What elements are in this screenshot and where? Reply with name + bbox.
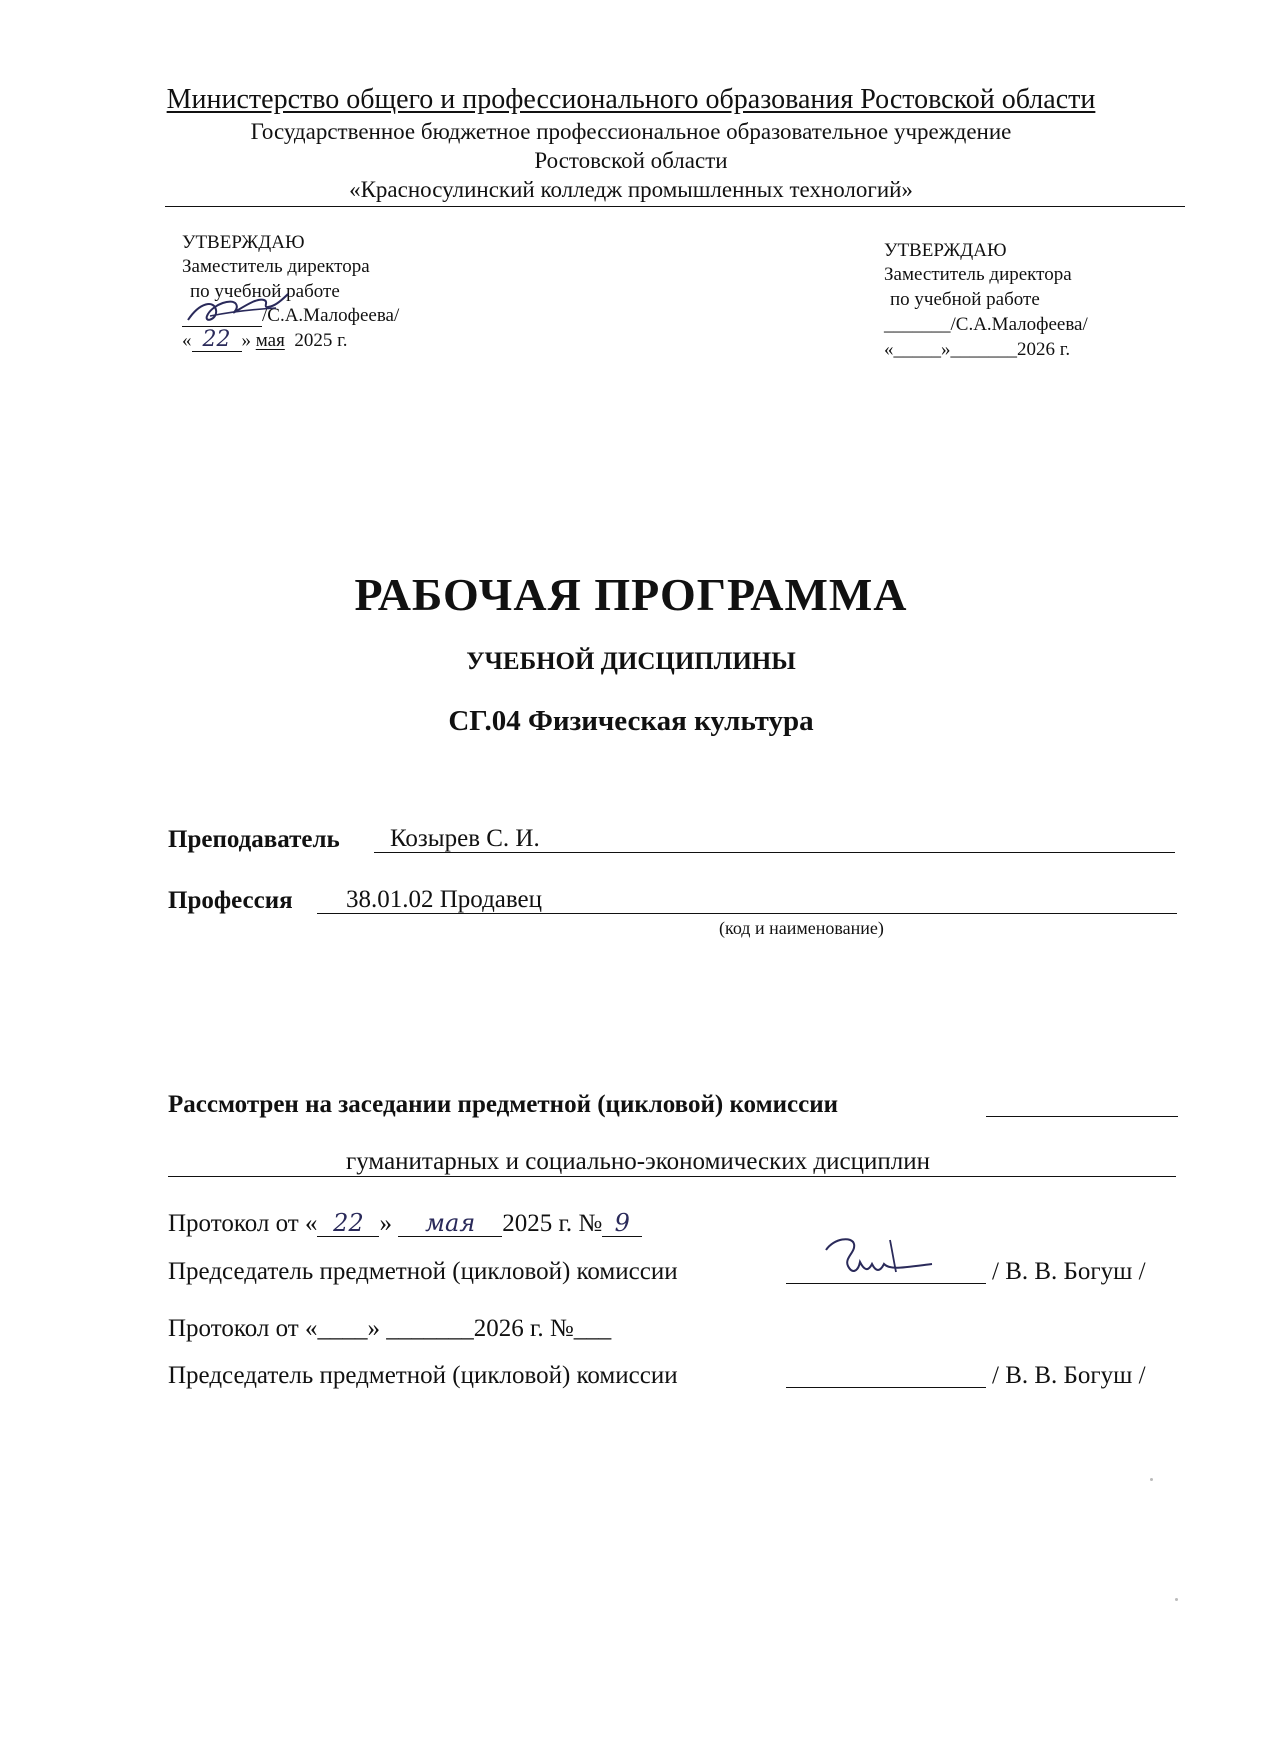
scan-speck <box>1175 1598 1178 1601</box>
approve-right-date: «_____»_______2026 г. <box>884 339 1071 360</box>
approve-left-date-open: « <box>182 330 192 351</box>
approve-left-date-day: 22 <box>192 329 242 352</box>
document-title: РАБОЧАЯ ПРОГРАММА <box>354 569 908 620</box>
commission-blank <box>986 1116 1178 1117</box>
approve-left-name: /С.А.Малофеева/ <box>262 305 400 326</box>
approve-left-title: УТВЕРЖДАЮ <box>182 232 305 253</box>
protocol-1-prefix: Протокол от « <box>168 1210 318 1237</box>
profession-value: 38.01.02 Продавец <box>346 886 543 913</box>
chair-1-name: / В. В. Богуш / <box>992 1258 1146 1285</box>
chair-1-signature <box>820 1228 940 1286</box>
approve-right-title: УТВЕРЖДАЮ <box>884 240 1007 261</box>
commission-name-underline <box>168 1176 1176 1177</box>
document-subtitle: УЧЕБНОЙ ДИСЦИПЛИНЫ <box>466 648 796 675</box>
chair-2-label: Председатель предметной (цикловой) комиссии <box>168 1362 678 1389</box>
approve-right-role: Заместитель директора <box>884 264 1072 285</box>
approve-right-dept: по учебной работе <box>890 289 1040 310</box>
profession-label: Профессия <box>168 887 293 914</box>
protocol-1-year: 2025 г. № <box>502 1210 603 1237</box>
protocol-1-number: 9 <box>602 1210 642 1237</box>
protocol-1-day: 22 <box>317 1210 379 1237</box>
approve-left-date-year: 2025 г. <box>294 330 348 351</box>
scan-speck <box>1150 1478 1153 1481</box>
approve-left-date-month: мая <box>255 330 285 351</box>
institution-type: Государственное бюджетное профессиональное образовательное учреждение <box>250 119 1012 144</box>
approve-left-signature <box>180 280 290 330</box>
chair-2-signature-line <box>786 1387 986 1388</box>
ministry-name: Министерство общего и профессионального образования Ростовской области <box>166 84 1096 115</box>
approve-right-name: _______/С.А.Малофеева/ <box>884 314 1088 335</box>
institution-name: «Красносулинский колледж промышленных технологий» <box>349 177 913 202</box>
profession-caption: (код и наименование) <box>719 918 884 938</box>
chair-1-label: Председатель предметной (цикловой) комиссии <box>168 1258 678 1285</box>
header-divider <box>165 206 1185 207</box>
teacher-label: Преподаватель <box>168 826 340 853</box>
protocol-1-mid: » <box>379 1210 392 1237</box>
commission-name: гуманитарных и социально-экономических дисциплин <box>346 1148 930 1175</box>
approve-left-dept: по учебной работе <box>190 281 340 302</box>
teacher-value: Козырев С. И. <box>390 825 540 852</box>
protocol-1-month: мая <box>398 1210 502 1237</box>
commission-label: Рассмотрен на заседании предметной (цикловой) комиссии <box>168 1091 839 1118</box>
protocol-1 <box>168 1210 642 1238</box>
protocol-2: Протокол от «____» _______2026 г. №___ <box>168 1315 612 1342</box>
approve-left-date <box>182 329 347 353</box>
chair-2-name: / В. В. Богуш / <box>992 1362 1146 1389</box>
institution-region: Ростовской области <box>534 148 728 173</box>
approve-left-date-close: » <box>241 330 251 351</box>
approve-left-role: Заместитель директора <box>182 256 370 277</box>
discipline-name: СГ.04 Физическая культура <box>448 705 814 737</box>
